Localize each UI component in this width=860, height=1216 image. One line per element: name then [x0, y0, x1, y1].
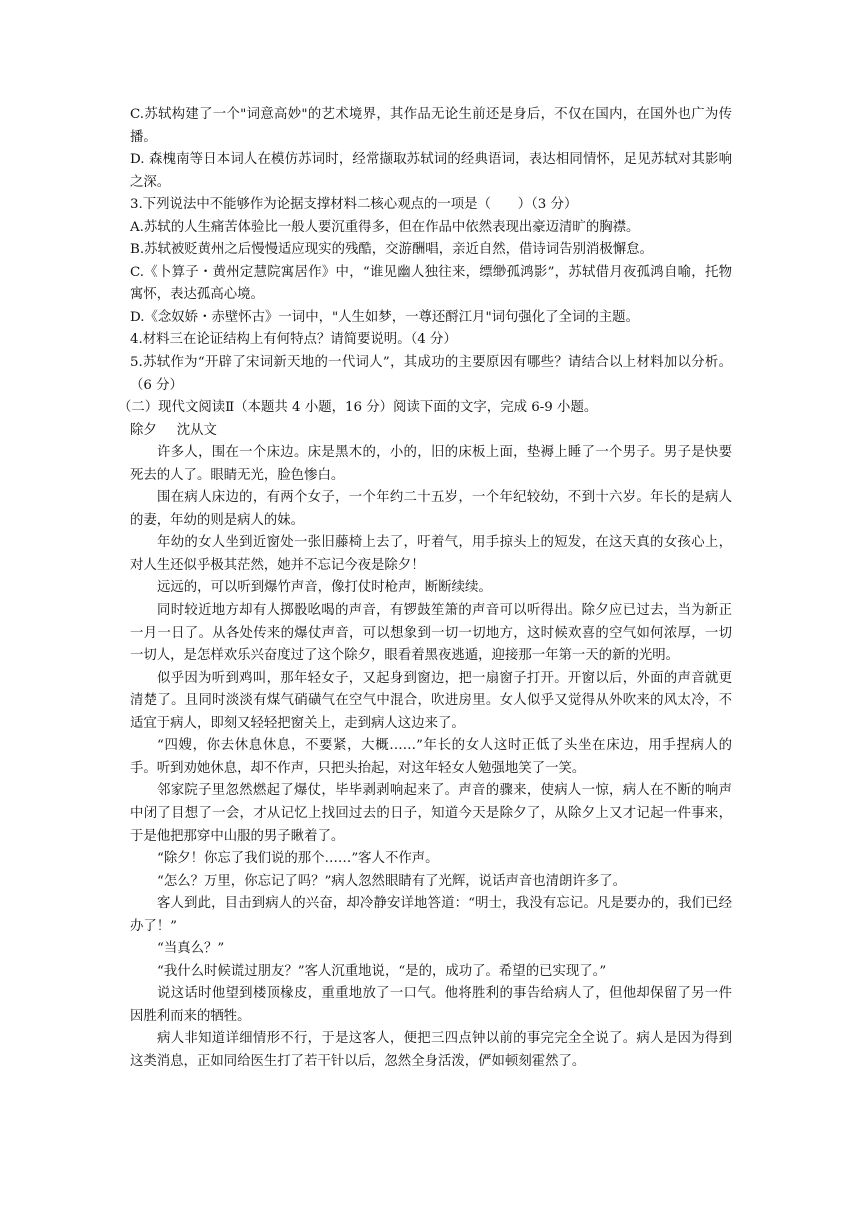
paragraph: 邻家院子里忽然燃起了爆仗，毕毕剥剥响起来了。声音的骤来，使病人一惊，病人在不断的响声中闭了目想了一会，才从记忆上找回过去的日子，知道今天是除夕了，从除夕上又才记起一件事来，于是他把那穿中山服的男子瞅着了。	[130, 783, 732, 844]
paragraph: 客人到此，目击到病人的兴奋，却冷静安详地答道：“明士，我没有忘记。凡是要办的，我们已经办了！”	[130, 896, 732, 934]
paragraph: “怎么？万里，你忘记了吗？”病人忽然眼睛有了光辉，说话声音也清朗许多了。	[157, 873, 626, 889]
article-title: 除夕	[130, 422, 157, 438]
question-3-option-b: B.苏轼被贬黄州之后慢慢适应现实的残酷，交游酬唱，亲近自然，借诗词告别消极懈怠。	[130, 242, 653, 258]
option-c: C.苏轼构建了一个"词意高妙"的艺术境界，其作品无论生前还是身后，不仅在国内，在国外也广为传播。	[130, 107, 732, 145]
question-5: 5.苏轼作为“开辟了宋词新天地的一代词人”，其成功的主要原因有哪些？请结合以上材料加以分析。（6 分）	[130, 355, 732, 393]
question-4: 4.材料三在论证结构上有何特点？请简要说明。（4 分）	[130, 332, 457, 348]
paragraph: 说这话时他望到楼顶椽皮，重重地放了一口气。他将胜利的事告给病人了，但他却保留了另一件因胜利而来的牺牲。	[130, 986, 732, 1024]
question-3: 3.下列说法中不能够作为论据支撑材料二核心观点的一项是（ ）（3 分）	[130, 197, 578, 213]
paragraph: “四嫂，你去休息休息，不要紧，大概……”年长的女人这时正低了头坐在床边，用手捏病人的手。听到劝她休息，却不作声，只把头抬起，对这年轻女人勉强地笑了一笑。	[130, 738, 732, 776]
question-3-option-d: D.《念奴娇・赤壁怀古》一词中，"人生如梦，一尊还酹江月"词句强化了全词的主题。	[130, 309, 639, 325]
option-d: D. 森槐南等日本词人在模仿苏词时，经常撷取苏轼词的经典语词，表达相同情怀，足见苏轼对其影响之深。	[130, 152, 732, 190]
paragraph: 远远的，可以听到爆竹声音，像打仗时枪声，断断续续。	[157, 580, 492, 596]
section-heading: （二）现代文阅读Ⅱ（本题共 4 小题，16 分）阅读下面的文字，完成 6-9 小题。	[118, 400, 598, 416]
paragraph: “当真么？”	[157, 941, 225, 957]
paragraph: 围在病人床边的，有两个女子，一个年约二十五岁，一个年纪较幼，不到十六岁。年长的是病人的妻，年幼的则是病人的妹。	[130, 490, 732, 528]
paragraph: 似乎因为听到鸡叫，那年轻女子，又起身到窗边，把一扇窗子打开。开窗以后，外面的声音就更清楚了。且同时淡淡有煤气硝磺气在空气中混合，吹进房里。女人似乎又觉得从外吹来的风太冷，不适宜于病人，即刻又轻轻把窗关上，走到病人这边来了。	[130, 670, 732, 731]
paragraph: “我什么时候谎过朋友？”客人沉重地说，“是的，成功了。希望的已实现了。”	[157, 963, 607, 979]
article-author: 沈从文	[176, 422, 217, 438]
question-3-option-a: A.苏轼的人生痛苦体验比一般人要沉重得多，但在作品中依然表现出豪迈清旷的胸襟。	[130, 219, 640, 235]
paragraph: 同时较近地方却有人掷骰吆喝的声音，有锣鼓笙箫的声音可以听得出。除夕应已过去，当为新正一月一日了。从各处传来的爆仗声音，可以想象到一切一切地方，这时候欢喜的空气如何浓厚，一切一切人，是怎样欢乐兴奋度过了这个除夕，眼看着黑夜逃遁，迎接那一年第一天的新的光明。	[130, 603, 732, 664]
paragraph: 年幼的女人坐到近窗处一张旧藤椅上去了，吁着气，用手掠头上的短发，在这天真的女孩心上，对人生还似乎极其茫然，她并不忘记今夜是除夕！	[130, 535, 732, 573]
paragraph: 许多人，围在一个床边。床是黑木的，小的，旧的床板上面，垫褥上睡了一个男子。男子是快要死去的人了。眼睛无光，脸色惨白。	[130, 445, 732, 483]
paragraph: “除夕！你忘了我们说的那个……”客人不作声。	[157, 851, 439, 867]
question-3-option-c: C.《卜算子・黄州定慧院寓居作》中，“谁见幽人独往来，缥缈孤鸿影”，苏轼借月夜孤鸿自喻，托物寓怀，表达孤高心境。	[130, 264, 732, 303]
document-page	[118, 104, 732, 1074]
article-title-row	[130, 420, 732, 443]
paragraph: 病人非知道详细情形不行，于是这客人，便把三四点钟以前的事完完全全说了。病人是因为得到这类消息，正如同给医生打了若干针以后，忽然全身活泼，俨如顿刻霍然了。	[130, 1031, 732, 1069]
